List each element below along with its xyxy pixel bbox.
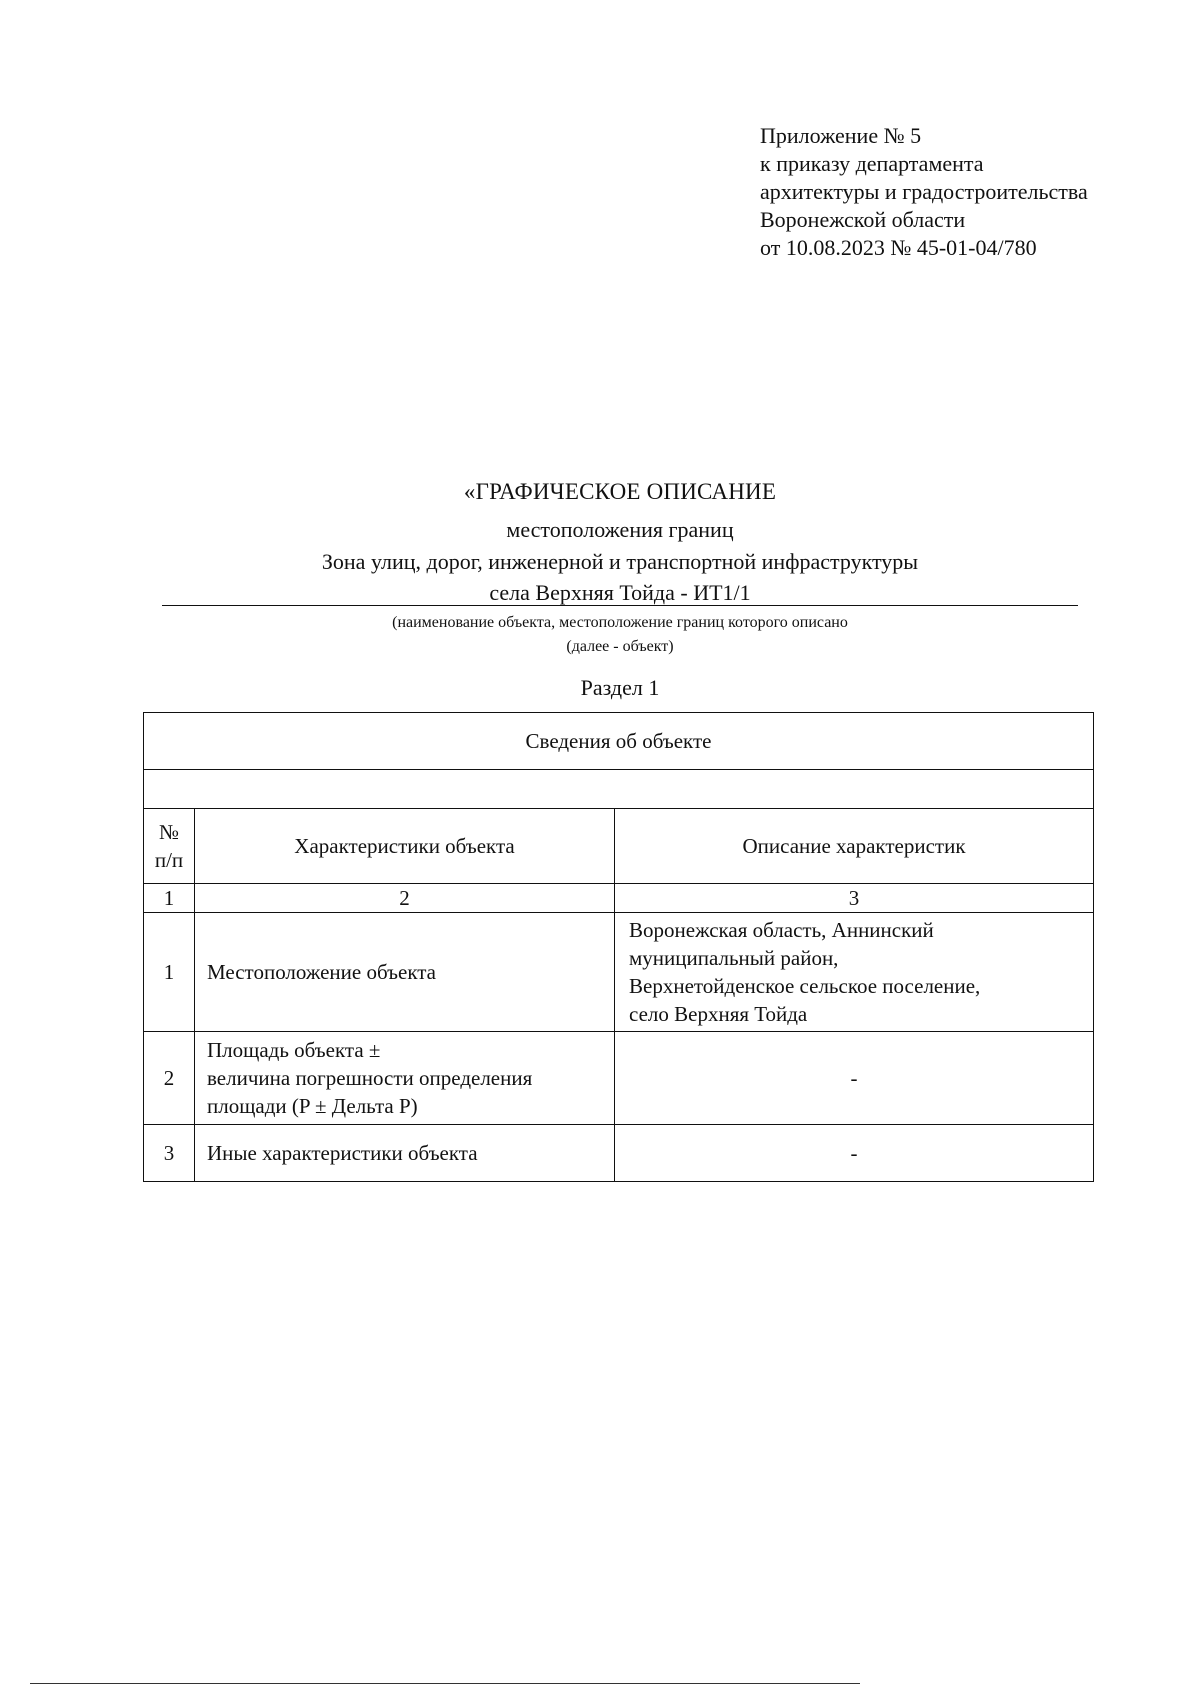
- row-description: -: [615, 1032, 1094, 1125]
- table-row: [144, 1032, 1094, 1125]
- table-blank-cell: [144, 770, 1094, 809]
- appendix-block: [760, 122, 1180, 262]
- document-title: «ГРАФИЧЕСКОЕ ОПИСАНИЕ: [463, 479, 777, 504]
- row-characteristic-line: величина погрешности определения: [207, 1066, 533, 1090]
- subtitle-line-1: местоположения границ: [506, 517, 734, 542]
- row-characteristic: Иные характеристики объекта: [195, 1125, 615, 1182]
- section-title: Раздел 1: [580, 675, 660, 700]
- table-header-row: [144, 713, 1094, 770]
- row-characteristic-line: Площадь объекта ±: [207, 1038, 381, 1062]
- column-header-no-line-1: №: [158, 820, 180, 844]
- column-number-3: 3: [615, 884, 1094, 913]
- column-header-description: Описание характеристик: [615, 809, 1094, 884]
- row-characteristic: [195, 1032, 615, 1125]
- table-header: Сведения об объекте: [144, 713, 1094, 770]
- caption-line-2: (далее - объект): [566, 638, 674, 655]
- column-header-no: [144, 809, 195, 884]
- row-description: -: [615, 1125, 1094, 1182]
- row-description: [615, 913, 1094, 1032]
- column-number-1: 1: [144, 884, 195, 913]
- column-header-row: [144, 809, 1094, 884]
- subtitle-line-2: Зона улиц, дорог, инженерной и транспортной инфраструктуры: [321, 549, 919, 574]
- appendix-line-1: Приложение № 5: [760, 123, 922, 148]
- table-blank-row: [144, 770, 1094, 809]
- appendix-line-5: от 10.08.2023 № 45-01-04/780: [760, 235, 1037, 260]
- appendix-line-3: архитектуры и градостроительства: [760, 179, 1088, 204]
- object-info-table: [143, 712, 1094, 1182]
- row-number: 2: [144, 1032, 195, 1125]
- column-header-characteristic: Характеристики объекта: [195, 809, 615, 884]
- row-characteristic: Местоположение объекта: [195, 913, 615, 1032]
- row-number: 1: [144, 913, 195, 1032]
- column-number-2: 2: [195, 884, 615, 913]
- row-description-line: муниципальный район,: [629, 946, 839, 970]
- subtitle-line-3: села Верхняя Тойда - ИТ1/1: [489, 580, 751, 605]
- table-row: [144, 1125, 1094, 1182]
- row-description-line: село Верхняя Тойда: [629, 1002, 808, 1026]
- column-number-row: [144, 884, 1094, 913]
- column-header-no-line-2: п/п: [154, 848, 184, 872]
- appendix-line-4: Воронежской области: [760, 207, 966, 232]
- caption-line-1: (наименование объекта, местоположение границ которого описано: [392, 614, 848, 631]
- table-row: [144, 913, 1094, 1032]
- page-bottom-rule: [30, 1683, 860, 1684]
- object-name-underline: [162, 605, 1078, 606]
- row-number: 3: [144, 1125, 195, 1182]
- row-characteristic-line: площади (P ± Дельта P): [207, 1094, 418, 1118]
- row-description-line: Верхнетойденское сельское поселение,: [629, 974, 981, 998]
- appendix-line-2: к приказу департамента: [760, 151, 984, 176]
- row-description-line: Воронежская область, Аннинский: [629, 918, 934, 942]
